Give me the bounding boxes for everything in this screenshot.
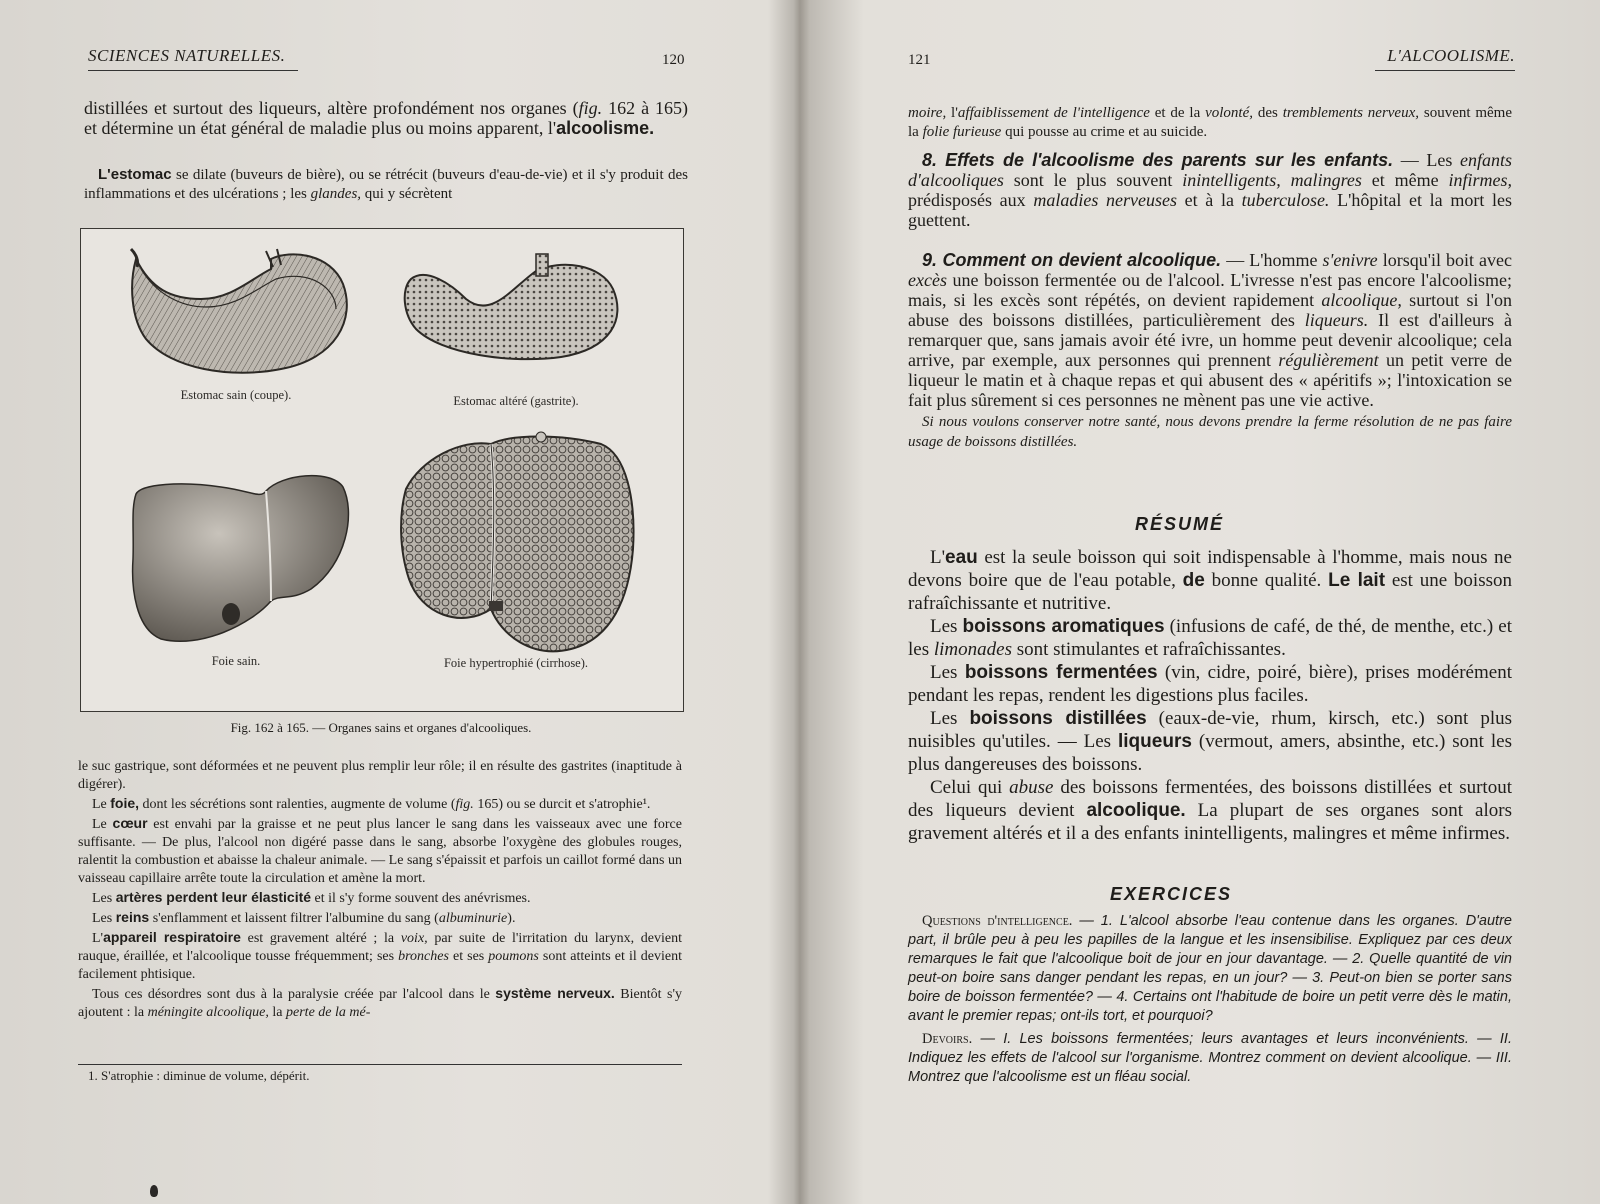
resume-text: L'eau est la seule boisson qui soit indispensable à l'homme, mais nous ne devons boire que de l'eau potable, de bonne qualité. Le lait est une boisson rafraîchissante et nutritive. Les boissons aromatiques (infusions de café, de thé, de menthe, etc.) et les limonades sont stimulantes et rafraîchissantes. Les boissons fermentées (vin, cidre, poiré, bière), prises modérément pendant les repas, rendent les digestions plus faciles. Les boissons distillées (eaux-de-vie, rhum, kirsch, etc.) sont plus nuisibles qu'utiles. — Les liqueurs (vermout, amers, absinthe, etc.) sont les plus dangereuses des boissons. Celui qui abuse des boissons fermentées, des boissons distillées et surtout des liqueurs devient alcoolique. La plupart de ses organes sont alors gravement altérés et il a des enfants inintelligents, malingres et même infirmes.	[908, 547, 1513, 844]
running-head-left: SCIENCES NATURELLES.	[88, 46, 298, 71]
caption-gastritis-stomach: Estomac altéré (gastrite).	[453, 394, 579, 408]
left-body-text: le suc gastrique, sont déformées et ne peuvent plus remplir leur rôle; il en résulte des gastrites (inaptitude à digérer). Le foie, dont les sécrétions sont ralenties, augmente de volume (fig. 165) ou se durcit et s'atrophie¹. Le cœur est envahi par la graisse et ne peut plus lancer le sang dans les vaisseaux avec une force suffisante. — De plus, l'alcool non digéré passe dans le sang, absorbe l'oxygène des globules rouges, ralentit la combustion et abaisse la chaleur animale. — Le sang s'épaissit et parfois un caillot formé dans un vaisseau capillaire arrête toute la circulation et amène la mort. Les artères perdent leur élasticité et il s'y forme souvent des anévrismes. Les reins s'enflamment et laissent filtrer l'albumine du sang (albuminurie). L'appareil respiratoire est gravement altéré ; la voix, par suite de l'irritation du larynx, devient rauque, éraillée, et l'alcoolique tousse fréquemment; ses bronches et ses poumons sont atteints et il devient facilement phtisique. Tous ces désordres sont dus à la paralysie créée par l'alcool dans le système nerveux. Bientôt s'y ajoutent : la méningite alcoolique, la perte de la mé-	[78, 759, 682, 1020]
organs-figure	[80, 228, 684, 712]
figure-main-caption: Fig. 162 à 165. — Organes sains et organes d'alcooliques.	[230, 720, 532, 735]
right-page	[805, 0, 1600, 1204]
cirrhosis-liver-drawing	[401, 432, 633, 651]
footnote-rule	[78, 1064, 682, 1065]
page-number-right: 121	[908, 52, 931, 68]
caption-healthy-liver: Foie sain.	[211, 654, 261, 668]
footnote: 1. S'atrophie : diminue de volume, dépérit.	[88, 1068, 310, 1083]
intro-paragraph: distillées et surtout des liqueurs, altère profondément nos organes (fig. 162 à 165) et détermine un état général de maladie plus ou moins apparent, l'alcoolisme.	[84, 98, 688, 138]
organs-illustration	[81, 229, 683, 711]
healthy-liver-drawing	[133, 476, 349, 642]
page-number-left: 120	[662, 52, 685, 68]
gastritis-stomach-drawing	[405, 254, 618, 359]
ink-mark	[150, 1185, 158, 1197]
memory-continuation: moire, l'affaiblissement de l'intelligence et de la volonté, des tremblements nerveux, souvent même la folie furieuse qui pousse au crime et au suicide.	[908, 105, 1513, 140]
section-9: 9. Comment on devient alcoolique. — L'homme s'enivre lorsqu'il boit avec excès une boisson fermentée ou de l'alcool. L'ivresse n'est pas encore l'alcoolisme; mais, si les excès sont répétés, on devient rapidement alcoolique, surtout si l'on abuse des boissons distillées, particulièrement des liqueurs. Il est d'ailleurs à remarquer que, sans jamais avoir été ivre, un homme peut devenir alcoolique; cela arrive, par exemple, aux personnes qui prennent régulièrement un petit verre de liqueur le matin et à chaque repas et qui abusent des « apéritifs »; l'intoxication se fait plus sûrement si ces personnes ne mènent pas une vie active. Si nous voulons conserver notre santé, nous devons prendre la ferme résolution de ne pas faire usage de boissons distillées.	[908, 250, 1513, 450]
exercices-text: Questions d'intelligence. — 1. L'alcool absorbe l'eau contenue dans les organes. D'autre part, il brûle peu à peu les papilles de la langue et les insensibilise. Expliquez par ces deux remarques le fait que l'alcoolique boit de jour en jour davantage. — 2. Quelle quantité de vin peut-on boire sans danger pendant les repas, en un jour? — 3. Peut-on bien se porter sans boire de boisson fermentée? — 4. Certains ont l'habitude de boire un petit verre dès le matin, avant le premier repas; ont-ils tort, et pourquoi? Devoirs. — I. Les boissons fermentées; leurs avantages et leurs inconvénients. — II. Indiquez les effets de l'alcool sur l'organisme. Montrez comment on devient alcoolique. — III. Montrez que l'alcoolisme est un fléau social.	[908, 913, 1512, 1085]
exercices-title: EXERCICES	[1110, 884, 1233, 904]
section-8: 8. Effets de l'alcoolisme des parents sur les enfants. — Les enfants d'alcooliques sont le plus souvent inintelligents, malingres et même infirmes, prédisposés aux maladies nerveuses et à la tuberculose. L'hôpital et la mort les guettent.	[908, 150, 1513, 230]
resume-title: RÉSUMÉ	[1135, 514, 1225, 534]
estomac-paragraph: L'estomac se dilate (buveurs de bière), ou se rétrécit (buveurs d'eau-de-vie) et il s'y produit des inflammations et des ulcérations ; les glandes, qui y sécrètent	[84, 166, 688, 202]
caption-healthy-stomach: Estomac sain (coupe).	[180, 388, 292, 402]
left-page	[0, 0, 795, 1204]
caption-cirrhosis-liver: Foie hypertrophié (cirrhose).	[443, 656, 589, 670]
running-head-right: L'ALCOOLISME.	[1375, 46, 1515, 71]
healthy-stomach-drawing	[131, 249, 347, 373]
